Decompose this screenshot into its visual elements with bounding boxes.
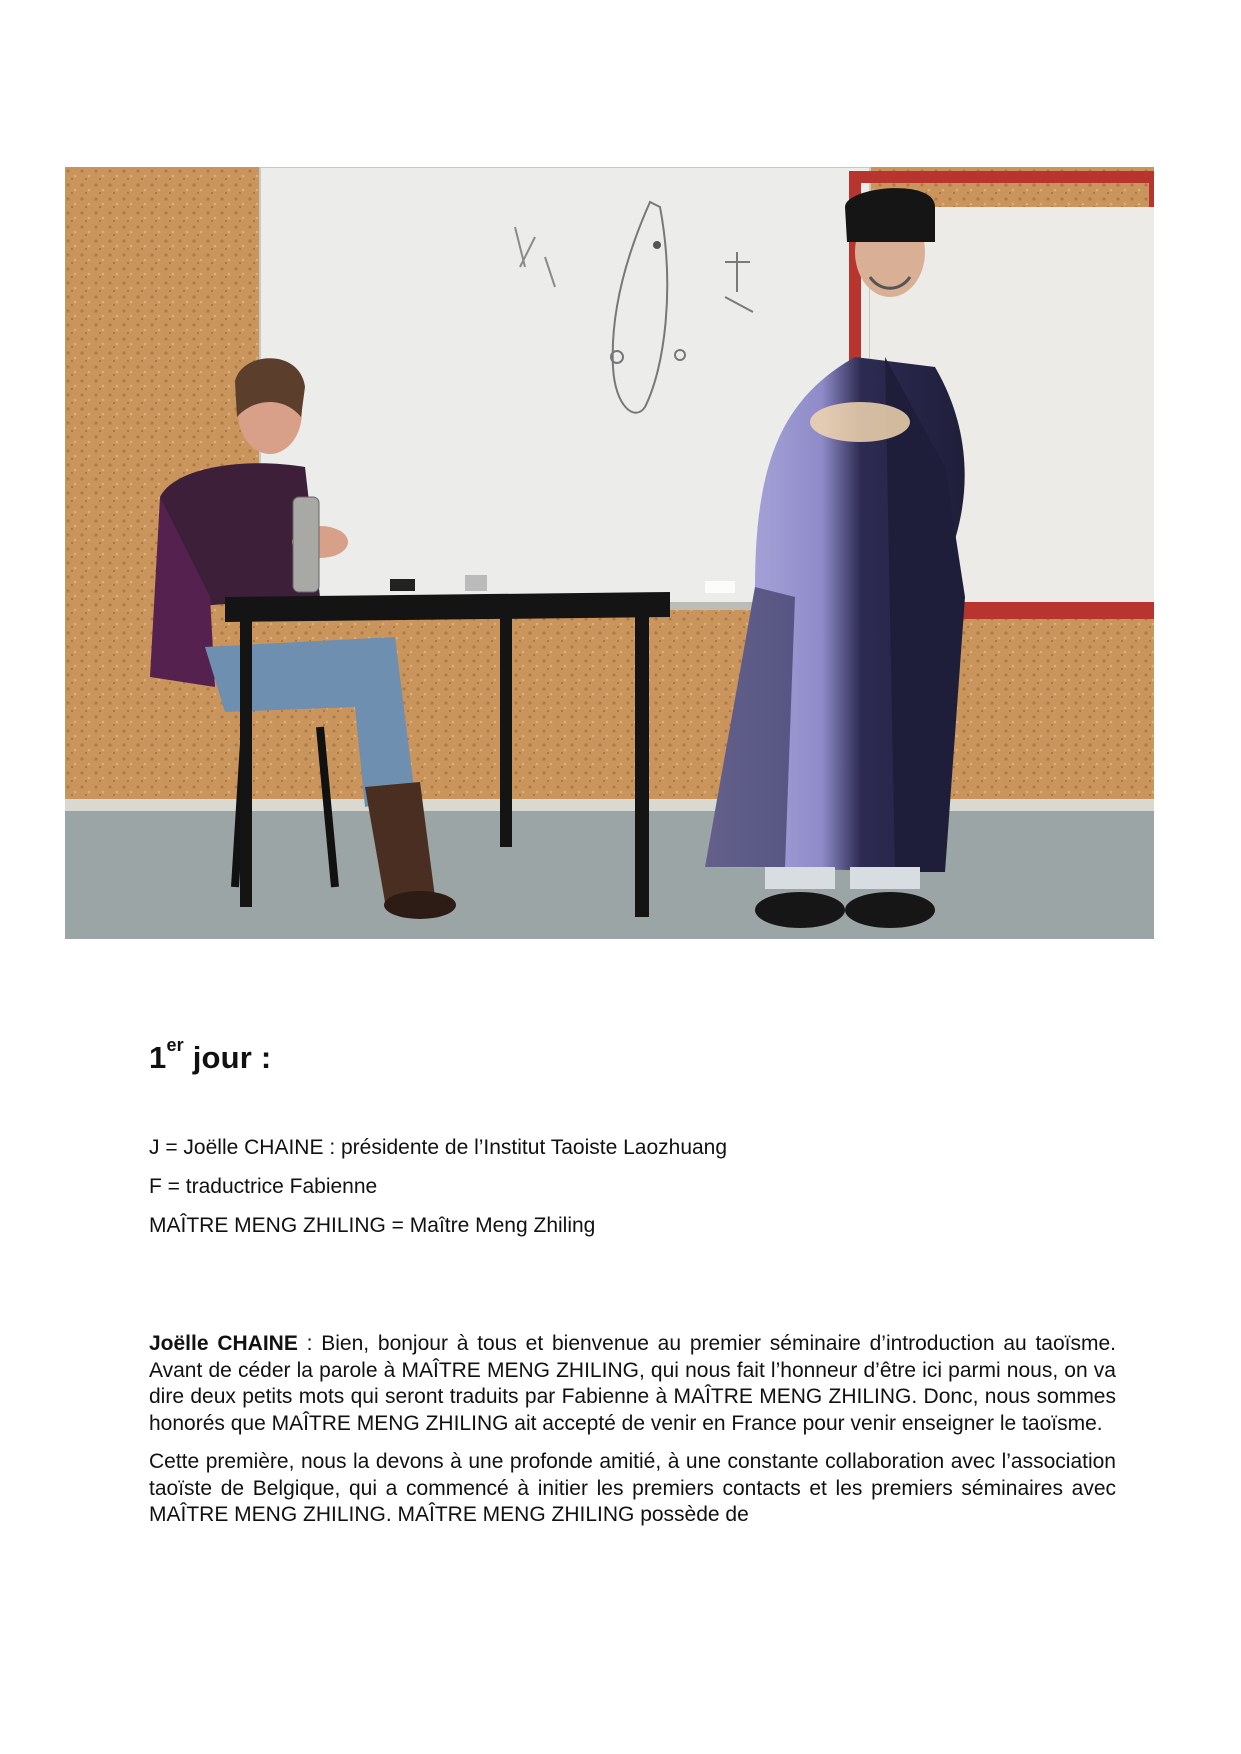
- legend-line-j: J = Joëlle CHAINE : présidente de l’Institut Taoiste Laozhuang: [149, 1136, 728, 1159]
- seminar-photo: [65, 167, 1154, 939]
- thermos: [293, 497, 319, 592]
- floor: [65, 807, 1154, 939]
- legend-line-master: MAÎTRE MENG ZHILING = Maître Meng Zhiling: [149, 1214, 596, 1237]
- speaker-legend: [149, 1134, 1109, 1251]
- day-ordinal-superscript: er: [166, 1035, 184, 1055]
- transcript-body: [149, 1331, 1116, 1541]
- legend-line-f: F = traductrice Fabienne: [149, 1175, 378, 1198]
- day-label: jour :: [183, 1040, 272, 1075]
- seminar-photo-illustration: [65, 167, 1154, 939]
- speaker-name: Joëlle CHAINE: [149, 1332, 298, 1355]
- day-heading: [149, 1035, 272, 1076]
- transcript-paragraph: [149, 1331, 1116, 1437]
- paragraph-text: : Bien, bonjour à tous et bienvenue au premier séminaire d’introduction au taoïsme. Avant de céder la parole à MAÎTRE MENG ZHILING, qui nous fait l’honneur d’être ici parmi nous, on va dire deux petits mots qui seront traduits par Fabienne à MAÎTRE MENG ZHILING. Donc, nous sommes honorés que MAÎTRE MENG ZHILING ait accepté de venir en France pour venir enseigner le taoïsme.: [149, 1332, 1116, 1435]
- transcript-paragraph: [149, 1449, 1116, 1529]
- paragraph-text: Cette première, nous la devons à une profonde amitié, à une constante collaboration avec l’association taoïste de Belgique, qui a commencé à initier les premiers contacts et les premiers séminaires avec MAÎTRE MENG ZHILING. MAÎTRE MENG ZHILING possède de: [149, 1450, 1116, 1526]
- day-number: 1: [149, 1040, 167, 1075]
